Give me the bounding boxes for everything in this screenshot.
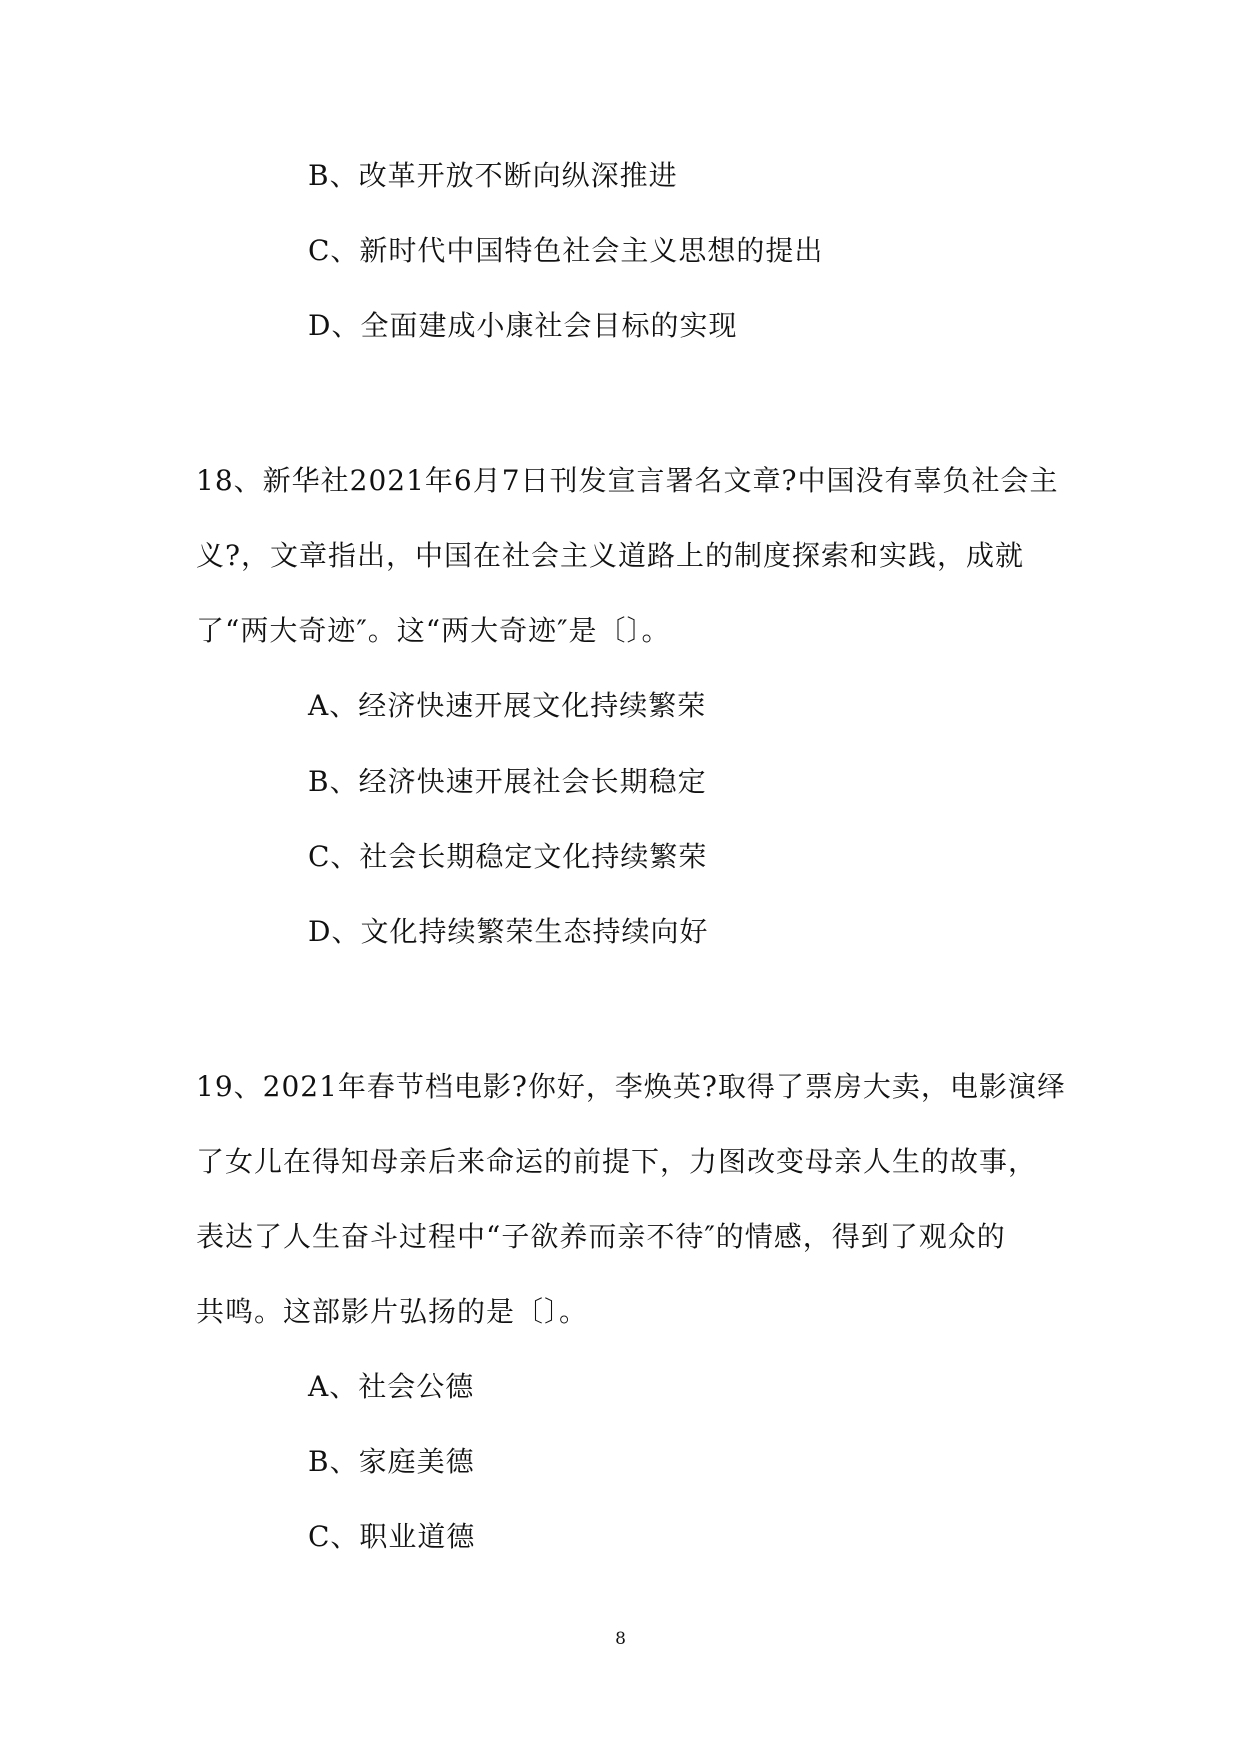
q19-option-c: C、职业道德 xyxy=(308,1520,476,1553)
q19-stem-line-3: 表达了人生奋斗过程中“子欲养而亲不待″的情感，得到了观众的 xyxy=(196,1220,1006,1253)
q18-option-d: D、文化持续繁荣生态持续向好 xyxy=(308,915,709,948)
q18-stem-line-3: 了“两大奇迹″。这“两大奇迹″是〔〕。 xyxy=(196,614,671,647)
q19-option-b: B、家庭美德 xyxy=(308,1445,475,1478)
q18-option-a: A、经济快速开展文化持续繁荣 xyxy=(308,689,707,722)
q18-stem-line-2: 义?，文章指出，中国在社会主义道路上的制度探索和实践，成就 xyxy=(196,539,1025,572)
page-number: 8 xyxy=(615,1629,626,1649)
q17-option-c: C、新时代中国特色社会主义思想的提出 xyxy=(308,234,824,267)
q19-stem-line-4: 共鸣。这部影片弘扬的是〔〕。 xyxy=(196,1295,589,1328)
q19-stem-line-1: 19、2021年春节档电影?你好，李焕英?取得了票房大卖，电影演绎 xyxy=(196,1070,1066,1103)
q17-option-d: D、全面建成小康社会目标的实现 xyxy=(308,309,738,342)
q18-option-c: C、社会长期稳定文化持续繁荣 xyxy=(308,840,708,873)
q18-option-b: B、经济快速开展社会长期稳定 xyxy=(308,765,707,798)
q19-option-a: A、社会公德 xyxy=(308,1370,475,1403)
q19-stem-line-2: 了女儿在得知母亲后来命运的前提下，力图改变母亲人生的故事， xyxy=(196,1145,1038,1178)
q17-option-b: B、改革开放不断向纵深推进 xyxy=(308,159,678,192)
q18-stem-line-1: 18、新华社2021年6月7日刊发宣言署名文章?中国没有辜负社会主 xyxy=(196,464,1059,497)
